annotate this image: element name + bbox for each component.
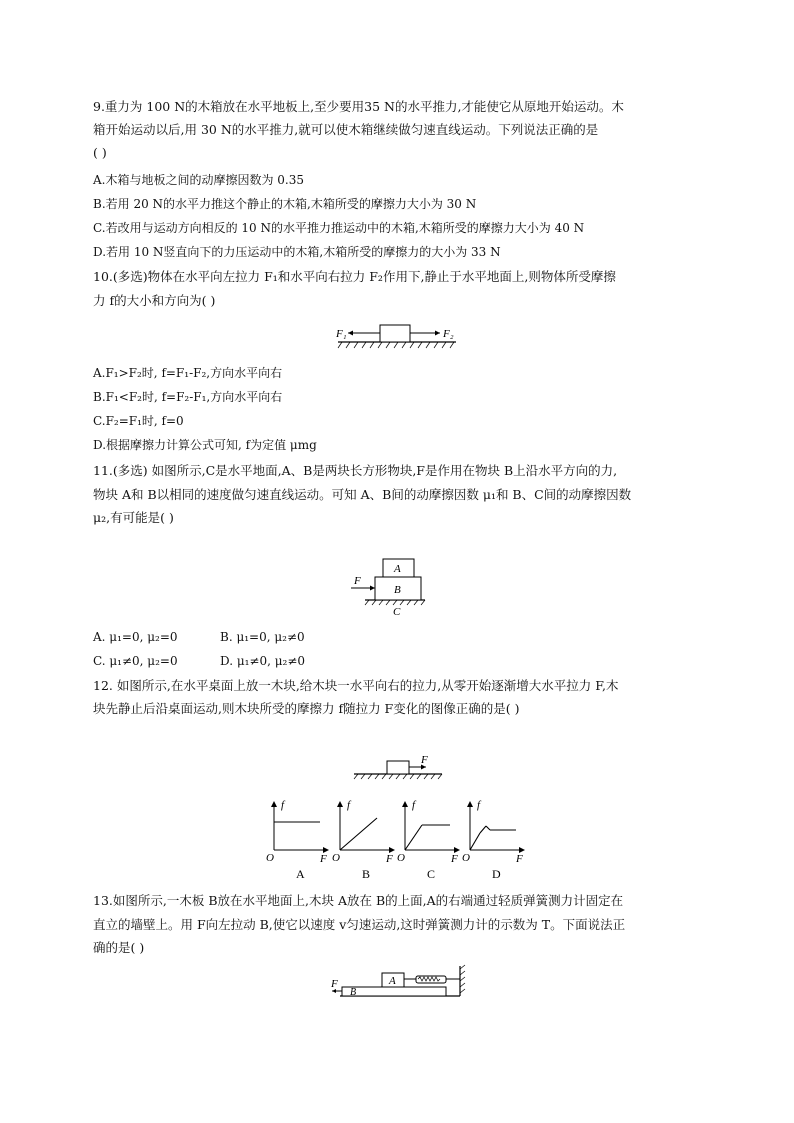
q9-line-3: ( ): [93, 145, 107, 160]
svg-text:O: O: [397, 852, 405, 864]
q10-option-d: D.根据摩擦力计算公式可知, f为定值 μmg: [93, 438, 317, 452]
q12-f-label: F: [421, 754, 428, 766]
q12-label-d: D: [492, 867, 501, 881]
q12-graph-b: [332, 799, 394, 881]
q10-figure: [334, 318, 464, 352]
svg-text:F: F: [320, 853, 327, 865]
q12-line-2: 块先静止后沿桌面运动,则木块所受的摩擦力 f随拉力 F变化的图像正确的是( ): [93, 701, 520, 716]
q9-option-d: D.若用 10 N竖直向下的力压运动中的木箱,木箱所受的摩擦力的大小为 33 N: [93, 245, 501, 259]
q11-option-b: B. μ₁=0, μ₂≠0: [220, 630, 305, 644]
q10-f1-label: F₁: [336, 328, 347, 340]
q11-option-d: D. μ₁≠0, μ₂≠0: [220, 654, 306, 668]
q11-line-1: 11.(多选) 如图所示,C是水平地面,A、B是两块长方形物块,F是作用在物块 B上沿水平方向的力,: [93, 463, 618, 478]
svg-text:f: f: [412, 799, 416, 811]
q10-option-c: C.F₂=F₁时, f=0: [93, 414, 184, 428]
q12-graphs: [262, 798, 532, 883]
q11-f-label: F: [354, 575, 361, 587]
q12-graph-c: [397, 799, 459, 881]
q12-label-c: C: [427, 867, 436, 881]
q12-label-a: A: [296, 867, 305, 881]
q12-graph-d: [462, 799, 524, 881]
q11-option-c: C. μ₁≠0, μ₂=0: [93, 654, 178, 668]
q12-label-b: B: [362, 867, 371, 881]
svg-text:O: O: [462, 852, 470, 864]
q11-c-label: C: [393, 606, 401, 618]
svg-text:O: O: [266, 852, 274, 864]
q12-graph-a: [266, 799, 328, 881]
q10-option-a: A.F₁>F₂时, f=F₁-F₂,方向水平向右: [93, 366, 283, 380]
q9-line-2: 箱开始运动以后,用 30 N的水平推力,就可以使木箱继续做匀速直线运动。下列说法正确的是: [93, 122, 599, 137]
q11-figure: [345, 556, 435, 618]
q9-line-1: 9.重力为 100 N的木箱放在水平地板上,至少要用35 N的水平推力,才能使它从原地开始运动。木: [93, 99, 624, 114]
svg-text:O: O: [332, 852, 340, 864]
q13-a-label: A: [389, 975, 396, 987]
q11-option-a: A. μ₁=0, μ₂=0: [93, 630, 178, 644]
q13-f-label: F: [331, 978, 338, 990]
svg-text:F: F: [386, 853, 393, 865]
svg-text:F: F: [451, 853, 458, 865]
q12-figure: [350, 752, 445, 782]
svg-text:f: f: [477, 799, 481, 811]
q13-figure: [328, 964, 468, 1002]
svg-text:F: F: [516, 853, 523, 865]
q9-option-c: C.若改用与运动方向相反的 10 N的水平推力推运动中的木箱,木箱所受的摩擦力大小为 40 N: [93, 221, 585, 235]
q10-f2-label: F₂: [443, 328, 454, 340]
q11-line-3: μ₂,有可能是( ): [93, 510, 174, 525]
q13-line-2: 直立的墙壁上。用 F向左拉动 B,使它以速度 v匀速运动,这时弹簧测力计的示数为 T。下面说法正: [93, 917, 626, 932]
q13-line-3: 确的是( ): [93, 940, 145, 955]
q10-line-1: 10.(多选)物体在水平向左拉力 F₁和水平向右拉力 F₂作用下,静止于水平地面上,则物体所受摩擦: [93, 269, 616, 284]
svg-text:f: f: [347, 799, 351, 811]
q11-line-2: 物块 A和 B以相同的速度做匀速直线运动。可知 A、B间的动摩擦因数 μ₁和 B、C间的动摩擦因数: [93, 487, 632, 502]
q11-a-label: A: [394, 563, 401, 575]
q10-line-2: 力 f的大小和方向为( ): [93, 293, 216, 308]
q11-b-label: B: [394, 584, 401, 596]
q9-option-b: B.若用 20 N的水平力推这个静止的木箱,木箱所受的摩擦力大小为 30 N: [93, 197, 477, 211]
svg-text:f: f: [281, 799, 285, 811]
q13-b-label: B: [350, 987, 357, 998]
q13-line-1: 13.如图所示,一木板 B放在水平地面上,木块 A放在 B的上面,A的右端通过轻质弹簧测力计固定在: [93, 893, 624, 908]
q9-option-a: A.木箱与地板之间的动摩擦因数为 0.35: [93, 173, 305, 187]
q12-line-1: 12. 如图所示,在水平桌面上放一木块,给木块一水平向右的拉力,从零开始逐渐增大水平拉力 F,木: [93, 678, 619, 693]
q10-option-b: B.F₁<F₂时, f=F₂-F₁,方向水平向右: [93, 390, 283, 404]
